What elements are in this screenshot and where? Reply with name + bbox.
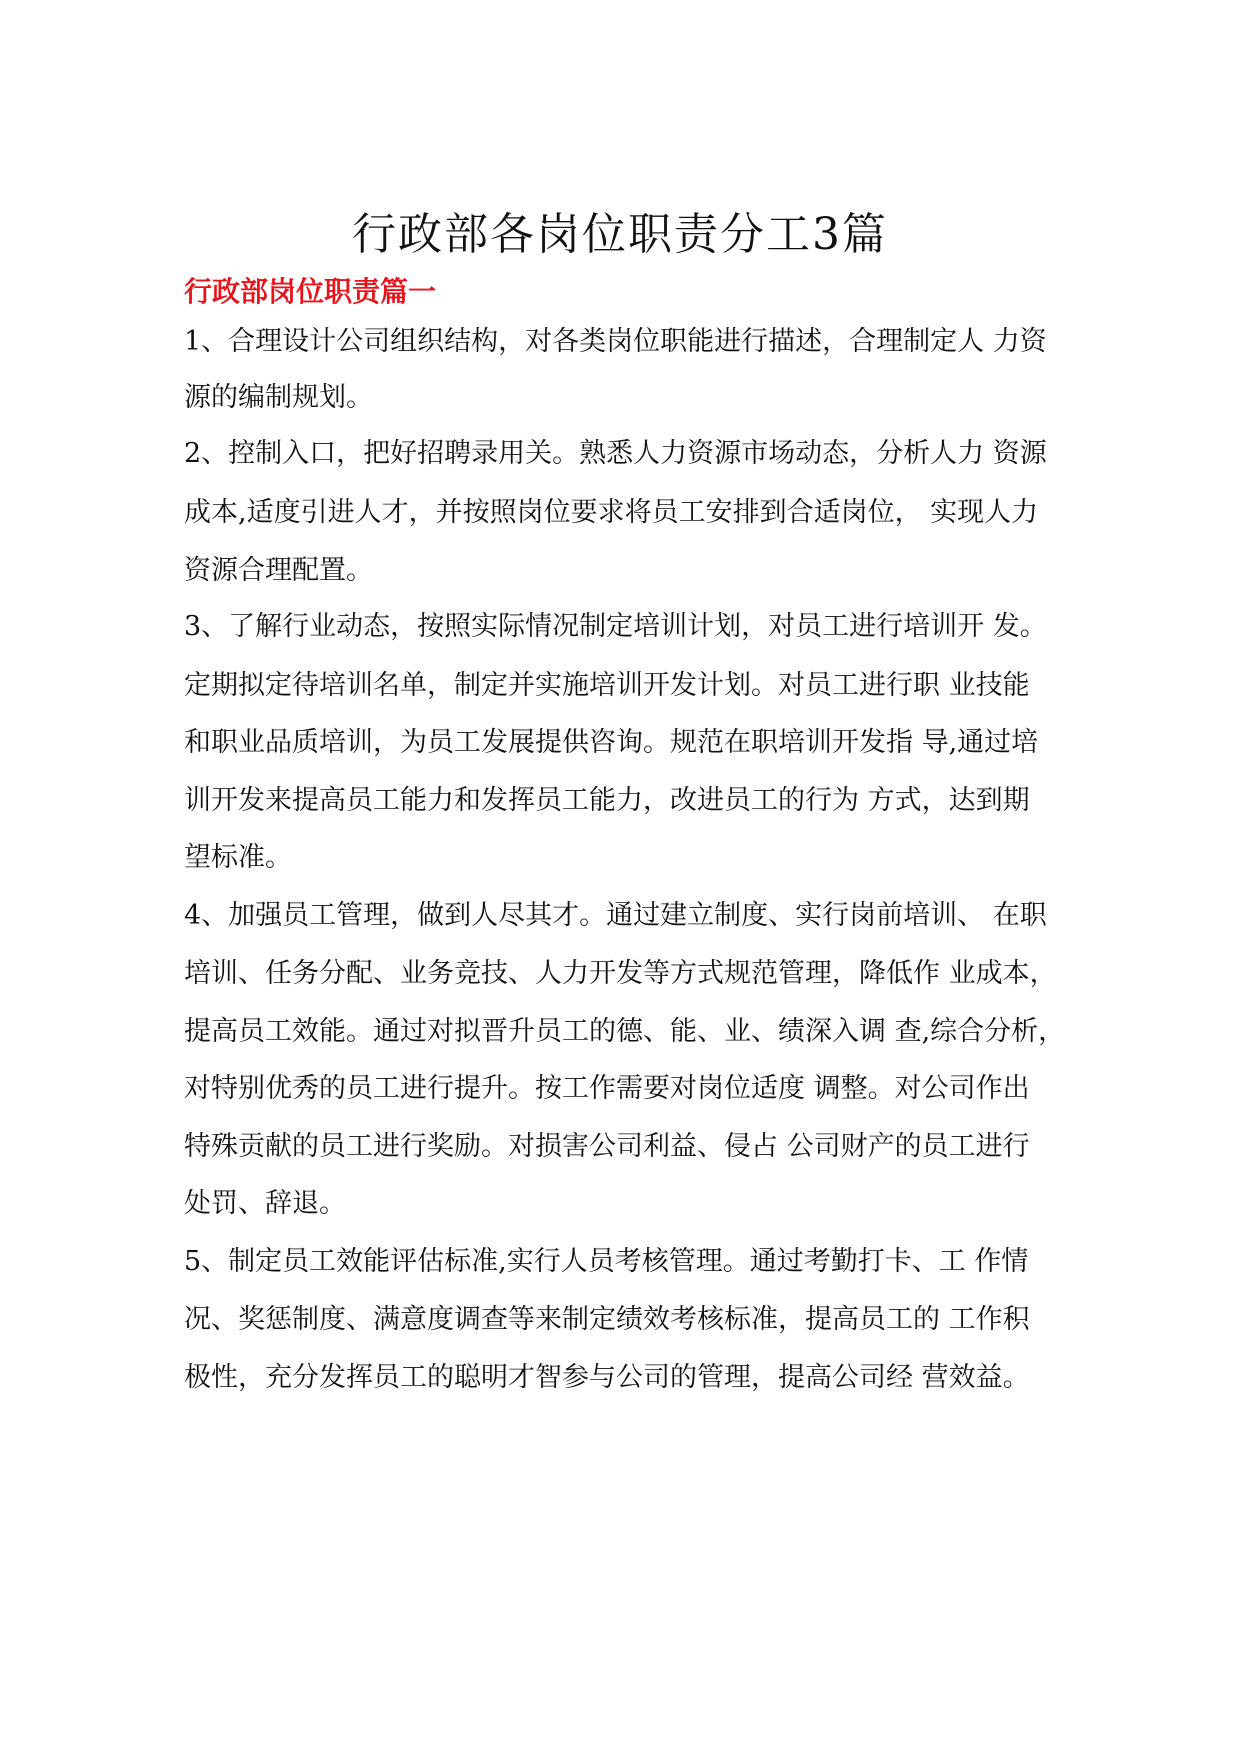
body-line: 培训、任务分配、业务竞技、人力开发等方式规范管理，降低作 业成本， [184,958,1057,989]
body-line: 1、合理设计公司组织结构，对各类岗位职能进行描述，合理制定人 力资 [184,326,1047,357]
body-line: 定期拟定待培训名单，制定并实施培训开发计划。对员工进行职 业技能 [184,670,1030,701]
body-line: 提高员工效能。通过对拟晋升员工的德、能、业、绩深入调 查,综合分析， [184,1016,1066,1047]
body-line: 望标准。 [184,842,292,873]
body-line: 源的编制规划。 [184,382,373,413]
body-line: 训开发来提高员工能力和发挥员工能力，改进员工的行为 方式，达到期 [184,785,1030,816]
body-line: 3、了解行业动态，按照实际情况制定培训计划，对员工进行培训开 发。 [184,611,1047,642]
body-line: 极性，充分发挥员工的聪明才智参与公司的管理，提高公司经 营效益。 [184,1362,1030,1393]
body-line: 对特别优秀的员工进行提升。按工作需要对岗位适度 调整。对公司作出 [184,1073,1030,1104]
body-line: 5、制定员工效能评估标准,实行人员考核管理。通过考勤打卡、工 作情 [184,1246,1029,1277]
body-line: 处罚、辞退。 [184,1188,346,1219]
section-heading: 行政部岗位职责篇一 [184,275,437,308]
body-line: 2、控制入口，把好招聘录用关。熟悉人力资源市场动态，分析人力 资源 [184,438,1047,469]
body-line: 特殊贡献的员工进行奖励。对损害公司利益、侵占 公司财产的员工进行 [184,1131,1030,1162]
body-line: 资源合理配置。 [184,555,373,586]
body-line: 成本,适度引进人才，并按照岗位要求将员工安排到合适岗位， 实现人力 [184,497,1039,528]
body-line: 况、奖惩制度、满意度调查等来制定绩效考核标准，提高员工的 工作积 [184,1304,1030,1335]
document-title: 行政部各岗位职责分工3篇 [352,209,888,261]
body-line: 和职业品质培训，为员工发展提供咨询。规范在职培训开发指 导,通过培 [184,727,1039,758]
body-line: 4、加强员工管理，做到人尽其才。通过建立制度、实行岗前培训、 在职 [184,900,1047,931]
